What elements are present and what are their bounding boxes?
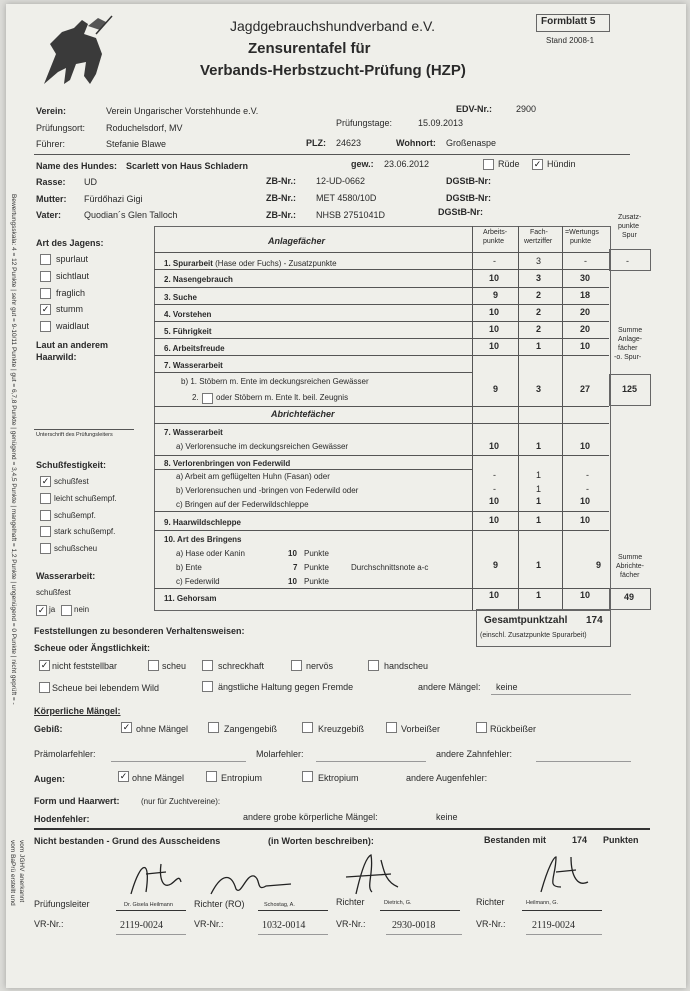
col-zusatz-2: punkte <box>618 223 640 230</box>
r6-fach: 1 <box>536 341 542 351</box>
grobe-label: andere grobe körperliche Mängel: <box>243 812 378 822</box>
augen-ohne-label: ohne Mängel <box>132 773 185 783</box>
side-jghv-text-2: vom JGHV anerkannt <box>18 840 25 903</box>
vr-value-r3: 2119-0024 <box>532 920 575 931</box>
stark-checkbox[interactable] <box>40 526 51 537</box>
r8b-fach: 1 <box>536 484 542 494</box>
handscheu-label: handscheu <box>384 661 429 671</box>
title-line-1: Zensurentafel für <box>248 40 371 57</box>
row-line <box>154 511 609 512</box>
r6-arbeit: 10 <box>489 341 500 351</box>
augen-label: Augen: <box>34 774 65 784</box>
zb-value-mutter: MET 4580/10D <box>316 193 377 203</box>
dgstb-label-mutter: DGStB-Nr: <box>446 193 491 203</box>
r8b-wert: - <box>586 484 589 494</box>
row-10b: b) Ente <box>176 563 202 572</box>
wohnort-label: Wohnort: <box>396 138 436 148</box>
col-zusatz: Zusatz- <box>618 214 642 221</box>
vorbeisser-label: Vorbeißer <box>401 724 441 734</box>
nein-checkbox[interactable] <box>61 605 72 616</box>
spurlaut-checkbox[interactable] <box>40 254 51 265</box>
ja-label: ja <box>49 605 56 614</box>
spurlaut-label: spurlaut <box>56 254 89 264</box>
r10-fach: 1 <box>536 560 542 570</box>
r8a-arbeit: - <box>493 470 496 480</box>
schreckhaft-label: schreckhaft <box>218 661 265 671</box>
r10b-punkte: 7 <box>293 563 298 572</box>
row-arbeitsfreude: 6. Arbeitsfreude <box>164 344 225 353</box>
abricht-heading: Abrichtefächer <box>271 409 335 419</box>
sig-line-r2 <box>380 910 460 911</box>
gew-value: 23.06.2012 <box>384 159 430 169</box>
row-fuehrigkeit: 5. Führigkeit <box>164 327 212 336</box>
gesamt-value: 174 <box>586 615 603 626</box>
zb-label-vater: ZB-Nr.: <box>266 210 296 220</box>
r7a-arbeit: 10 <box>489 441 500 451</box>
nervoes-label: nervös <box>306 661 334 671</box>
stumm-checkbox[interactable]: ✓ <box>41 304 50 314</box>
r1-label: Richter (RO) <box>194 899 245 909</box>
vr-label-r1: VR-Nr.: <box>194 919 224 929</box>
r11-wert: 10 <box>580 590 591 600</box>
r2-arbeit: 10 <box>489 273 500 283</box>
summe-abricht-value: 49 <box>624 592 635 602</box>
r8a-wert: - <box>586 470 589 480</box>
row-10c: c) Federwild <box>176 577 220 586</box>
ruede-checkbox[interactable] <box>483 159 494 170</box>
r11-arbeit: 10 <box>489 590 500 600</box>
vr-label-r2: VR-Nr.: <box>336 919 366 929</box>
vr-label-pl: VR-Nr.: <box>34 919 64 929</box>
gesamt-note: (einschl. Zusatzpunkte Spurarbeit) <box>480 632 587 639</box>
side-jghv-text: vom BaPrü erstellt und <box>9 840 16 906</box>
row-line <box>154 455 609 456</box>
r10-arbeit: 9 <box>493 560 499 570</box>
row-haarwildschleppe: 9. Haarwildschleppe <box>164 518 241 527</box>
r3-name: Heilmann, G. <box>526 900 559 906</box>
underline <box>111 761 246 762</box>
r3-arbeit: 9 <box>493 290 499 300</box>
scheue-label: Scheue oder Ängstlichkeit: <box>34 643 151 653</box>
entropium-label: Entropium <box>221 773 263 783</box>
summe-anlage-1: Summe <box>618 327 643 334</box>
r7-wert: 27 <box>580 384 591 394</box>
zange-checkbox[interactable] <box>208 722 219 733</box>
summe-anlage-3: fächer <box>618 345 638 352</box>
fraglich-label: fraglich <box>56 288 86 298</box>
row-spurarbeit <box>164 259 337 268</box>
punkten-label: Punkten <box>603 835 639 845</box>
summe-abricht-2: Abrichte- <box>616 563 645 570</box>
verein-value: Verein Ungarischer Vorstehhunde e.V. <box>106 106 259 116</box>
r10a-punkte: 10 <box>288 549 297 558</box>
r4-wert: 20 <box>580 307 591 317</box>
ja-checkbox[interactable]: ✓ <box>37 605 46 615</box>
signature-r2 <box>336 852 406 897</box>
r7-fach: 3 <box>536 384 542 394</box>
stark-label: stark schußempf. <box>54 527 116 536</box>
bestanden-value: 174 <box>572 835 588 845</box>
schussscheu-checkbox[interactable] <box>40 543 51 554</box>
r9-arbeit: 10 <box>489 515 500 525</box>
schuss-label: Schußfestigkeit: <box>36 460 107 470</box>
wohnort-value: Großenaspe <box>446 138 497 148</box>
row-8b: b) Verlorensuchen und -bringen von Federwild oder <box>176 486 359 495</box>
row-art-bringens: 10. Art des Bringens <box>164 535 242 544</box>
r3-label: Richter <box>476 897 505 907</box>
r10c-unit: Punkte <box>304 577 329 586</box>
molar-label: Molarfehler: <box>256 749 304 759</box>
schussfest-checkbox[interactable]: ✓ <box>41 476 50 486</box>
nervoes-checkbox[interactable] <box>291 660 302 671</box>
r8c-arbeit: 10 <box>489 496 500 506</box>
worte-label: (in Worten beschreiben): <box>268 836 374 846</box>
r8c-fach: 1 <box>536 496 542 506</box>
aengstlich-label: ängstliche Haltung gegen Fremde <box>218 682 354 692</box>
edv-label: EDV-Nr.: <box>456 104 493 114</box>
scheue-wild-label: Scheue bei lebendem Wild <box>52 683 160 693</box>
vr-line <box>258 934 328 935</box>
row-line <box>154 321 609 322</box>
r6-wert: 10 <box>580 341 591 351</box>
vr-value-r1: 1032-0014 <box>262 920 306 931</box>
rasse-label: Rasse: <box>36 177 66 187</box>
form-label: Form und Haarwert: <box>34 796 120 806</box>
vr-label-r3: VR-Nr.: <box>476 919 506 929</box>
dog-name-label: Name des Hundes: <box>36 161 118 171</box>
stoebern-zeugnis-checkbox[interactable] <box>202 393 213 404</box>
rasse-value: UD <box>84 177 97 187</box>
row-line <box>154 423 609 424</box>
formblatt-label: Formblatt 5 <box>541 16 596 27</box>
sichtlaut-checkbox[interactable] <box>40 271 51 282</box>
ruede-label: Rüde <box>498 159 520 169</box>
summe-anlage-4: -o. Spur- <box>614 354 642 361</box>
fuehrer-value: Stefanie Blawe <box>106 139 167 149</box>
r10a-unit: Punkte <box>304 549 329 558</box>
zusatz-box <box>609 249 651 271</box>
nicht-bestanden-label: Nicht bestanden - Grund des Ausscheidens <box>34 836 221 846</box>
signature-r3 <box>526 852 596 897</box>
dgstb-label-vater: DGStB-Nr: <box>438 207 483 217</box>
schreckhaft-checkbox[interactable] <box>202 660 213 671</box>
hoden-label: Hodenfehler: <box>34 814 90 824</box>
row-line <box>154 252 609 253</box>
org-name: Jagdgebrauchshundverband e.V. <box>230 18 435 34</box>
r2-fach: 3 <box>536 273 542 283</box>
r4-arbeit: 10 <box>489 307 500 317</box>
title-line-2: Verbands-Herbstzucht-Prüfung (HZP) <box>200 62 466 79</box>
schussempf-checkbox[interactable] <box>40 510 51 521</box>
ektropium-checkbox[interactable] <box>302 771 313 782</box>
summe-anlage-2: Anlage- <box>618 336 643 343</box>
mutter-label: Mutter: <box>36 194 67 204</box>
schussscheu-label: schußscheu <box>54 544 98 553</box>
spurarbeit-note: (Hase oder Fuchs) - Zusatzpunkte <box>215 259 337 268</box>
r9-wert: 10 <box>580 515 591 525</box>
laut-label: Laut an anderem <box>36 340 109 350</box>
r3-fach: 2 <box>536 290 542 300</box>
vr-line <box>386 934 462 935</box>
r2-wert: 30 <box>580 273 591 283</box>
row-gehorsam: 11. Gehorsam <box>164 594 217 603</box>
haarwild-label: Haarwild: <box>36 352 77 362</box>
vorbeisser-checkbox[interactable] <box>386 722 397 733</box>
rueck-checkbox[interactable] <box>476 722 487 733</box>
row-line <box>154 287 609 288</box>
leicht-checkbox[interactable] <box>40 493 51 504</box>
pl-name: Dr. Gisela Heilmann <box>124 902 173 908</box>
r1-zusatz: - <box>626 256 629 266</box>
row-line <box>154 355 609 356</box>
huendin-checkbox[interactable]: ✓ <box>533 159 542 169</box>
row-vorstehen: 4. Vorstehen <box>164 310 212 319</box>
schussfest-wasser-label: schußfest <box>36 588 71 597</box>
zb-value-vater: NHSB 2751041D <box>316 210 386 220</box>
r10c-punkte: 10 <box>288 577 297 586</box>
edv-value: 2900 <box>516 104 537 114</box>
handscheu-checkbox[interactable] <box>368 660 379 671</box>
art-jagens-label: Art des Jagens: <box>36 238 104 248</box>
wasserarbeit-label: Wasserarbeit: <box>36 571 96 581</box>
schussfest-label: schußfest <box>54 477 89 486</box>
aengstlich-checkbox[interactable] <box>202 681 213 692</box>
gew-label: gew.: <box>351 159 374 169</box>
r2-name: Dietrich, G. <box>384 900 412 906</box>
vr-value-pl: 2119-0024 <box>120 920 163 931</box>
col-fach-2: wertziffer <box>524 238 553 245</box>
signature-pl <box>121 854 191 899</box>
spurarbeit-label: 1. Spurarbeit <box>164 259 213 268</box>
leicht-label: leicht schußempf. <box>54 494 117 503</box>
r8c-wert: 10 <box>580 496 591 506</box>
sichtlaut-label: sichtlaut <box>56 271 90 281</box>
row-line <box>154 269 609 270</box>
summe-anlage-value: 125 <box>622 384 638 394</box>
col-fach: Fach- <box>530 229 548 236</box>
kreuz-checkbox[interactable] <box>302 722 313 733</box>
underline <box>491 694 631 695</box>
col-wert: =Wertungs <box>565 229 599 236</box>
col-divider-1 <box>472 226 473 610</box>
col-arbeit-2: punkte <box>483 238 505 245</box>
verein-label: Verein: <box>36 106 67 116</box>
nein-label: nein <box>74 605 90 614</box>
row-line <box>154 338 609 339</box>
stand-label: Stand 2008-1 <box>546 36 595 45</box>
r10-wert: 9 <box>596 560 602 570</box>
r8b-arbeit: - <box>493 484 496 494</box>
row-nasengebrauch: 2. Nasengebrauch <box>164 275 233 284</box>
andere-maengel-value: keine <box>496 682 518 692</box>
row-line <box>154 372 472 373</box>
dgstb-label: DGStB-Nr: <box>446 176 491 186</box>
zb-label-mutter: ZB-Nr.: <box>266 193 296 203</box>
divider <box>34 154 630 155</box>
row-stoebern-1: b) 1. Stöbern m. Ente im deckungsreichen Gewässer <box>181 377 369 386</box>
ort-label: Prüfungsort: <box>36 123 86 133</box>
r3-wert: 18 <box>580 290 591 300</box>
gebiss-label: Gebiß: <box>34 724 63 734</box>
gebiss-ohne-checkbox[interactable]: ✓ <box>122 722 131 732</box>
row-10a: a) Hase oder Kanin <box>176 549 245 558</box>
row-stoebern-2-num: 2. <box>192 393 199 402</box>
waidlaut-label: waidlaut <box>56 321 90 331</box>
row-suche: 3. Suche <box>164 293 197 302</box>
praemolar-label: Prämolarfehler: <box>34 749 96 759</box>
unterschrift-label: Unterschrift des Prüfungsleiters <box>36 432 113 438</box>
row-line <box>154 530 609 531</box>
bestanden-label: Bestanden mit <box>484 835 547 845</box>
pl-label: Prüfungsleiter <box>34 899 90 909</box>
col-wert-2: punkte <box>570 238 592 245</box>
zange-label: Zangengebiß <box>224 724 278 734</box>
gebiss-ohne-label: ohne Mängel <box>136 724 189 734</box>
row-line <box>154 304 609 305</box>
mutter-value: Fürdőhazi Gigi <box>84 194 143 204</box>
col-divider-3 <box>562 226 563 610</box>
col-zusatz-3: Spur <box>622 232 637 239</box>
waidlaut-checkbox[interactable] <box>40 321 51 332</box>
koerper-label: Körperliche Mängel: <box>34 706 121 716</box>
ort-value: Roduchelsdorf, MV <box>106 123 183 133</box>
underline <box>536 761 631 762</box>
vr-line <box>526 934 602 935</box>
grobe-value: keine <box>436 812 458 822</box>
r9-fach: 1 <box>536 515 542 525</box>
rueck-label: Rückbeißer <box>490 724 537 734</box>
row-8a: a) Arbeit am geflügelten Huhn (Fasan) oder <box>176 472 330 481</box>
r8a-fach: 1 <box>536 470 542 480</box>
row-8c: c) Bringen auf der Federwildschleppe <box>176 500 309 509</box>
tage-label: Prüfungstage: <box>336 118 393 128</box>
dog-name-value: Scarlett von Haus Schladern <box>126 161 249 171</box>
r1-arbeit: - <box>493 256 496 266</box>
col-divider-2 <box>518 226 519 610</box>
r10b-unit: Punkte <box>304 563 329 572</box>
scheu-label: scheu <box>162 661 187 671</box>
feststell-label: Feststellungen zu besonderen Verhaltensweisen: <box>34 626 245 636</box>
andere-maengel-label: andere Mängel: <box>418 682 481 692</box>
r2-label: Richter <box>336 897 365 907</box>
form-note: (nur für Zuchtvereine): <box>141 797 221 806</box>
summe-abricht-3: fächer <box>620 572 640 579</box>
fuehrer-label: Führer: <box>36 139 66 149</box>
kreuz-label: Kreuzgebiß <box>318 724 365 734</box>
r4-fach: 2 <box>536 307 542 317</box>
vr-value-r2: 2930-0018 <box>392 920 436 931</box>
nicht-feststellbar-checkbox[interactable]: ✓ <box>40 660 49 670</box>
anlage-heading: Anlagefächer <box>268 236 326 246</box>
sig-line-pl <box>116 910 186 911</box>
r7a-fach: 1 <box>536 441 542 451</box>
col-arbeit: Arbeits- <box>483 229 508 236</box>
row-stoebern-2: oder Stöbern m. Ente lt. beil. Zeugnis <box>216 393 349 402</box>
row-line <box>154 406 609 407</box>
entropium-checkbox[interactable] <box>206 771 217 782</box>
r11-fach: 1 <box>536 590 542 600</box>
fraglich-checkbox[interactable] <box>40 288 51 299</box>
gesamt-label: Gesamtpunktzahl <box>484 615 568 626</box>
signature-r1 <box>206 864 296 899</box>
summe-abricht-1: Summe <box>618 554 643 561</box>
row-line <box>154 469 472 470</box>
underline <box>316 761 426 762</box>
r5-arbeit: 10 <box>489 324 500 334</box>
r1-wert: - <box>584 256 587 266</box>
r7a-wert: 10 <box>580 441 591 451</box>
ektropium-label: Ektropium <box>318 773 359 783</box>
side-scale-text: Bewertungsskala: 4 = 12 Punkte | sehr gut = 9-10/11 Punkte | gut = 6,7,8 Punkte | genügend = 3,4,5 Punkte | mangelhaft = 1,2 Punkte | ungenügend = 0 Punkte | nicht geprüft = - <box>10 194 17 705</box>
sig-line-r3 <box>522 910 602 911</box>
scheu-checkbox[interactable] <box>148 660 159 671</box>
row-verlorensuche: a) Verlorensuche im deckungsreichen Gewässer <box>176 442 349 451</box>
row-wasserarbeit: 7. Wasserarbeit <box>164 361 223 370</box>
augen-ohne-checkbox[interactable]: ✓ <box>119 771 128 781</box>
nicht-feststellbar-label: nicht feststellbar <box>52 661 118 671</box>
r5-fach: 2 <box>536 324 542 334</box>
tage-value: 15.09.2013 <box>418 118 464 128</box>
zahn-label: andere Zahnfehler: <box>436 749 513 759</box>
plz-label: PLZ: <box>306 138 326 148</box>
huendin-label: Hündin <box>547 159 576 169</box>
durchschnitt-label: Durchschnittsnote a-c <box>351 563 429 572</box>
row-verlorenbringen: 8. Verlorenbringen von Federwild <box>164 459 291 468</box>
vater-value: Quodian´s Glen Talloch <box>84 210 178 220</box>
schussempf-label: schußempf. <box>54 511 96 520</box>
stumm-label: stumm <box>56 304 83 314</box>
form-sheet <box>6 4 686 988</box>
sig-line-r1 <box>258 910 328 911</box>
r5-wert: 20 <box>580 324 591 334</box>
dog-hunter-logo-icon <box>36 14 116 92</box>
zb-value: 12-UD-0662 <box>316 176 366 186</box>
r7-arbeit: 9 <box>493 384 499 394</box>
zb-label: ZB-Nr.: <box>266 176 296 186</box>
augenfehler-label: andere Augenfehler: <box>406 773 488 783</box>
signature-line <box>34 429 134 430</box>
r1-name: Schostag, A. <box>264 902 295 908</box>
scheue-wild-checkbox[interactable] <box>39 682 50 693</box>
section-divider <box>34 828 650 830</box>
plz-value: 24623 <box>336 138 362 148</box>
row-wasserarbeit-abricht: 7. Wasserarbeit <box>164 428 223 437</box>
r1-fach: 3 <box>536 256 542 266</box>
vater-label: Vater: <box>36 210 62 220</box>
vr-line <box>116 934 186 935</box>
row-line <box>154 588 609 589</box>
